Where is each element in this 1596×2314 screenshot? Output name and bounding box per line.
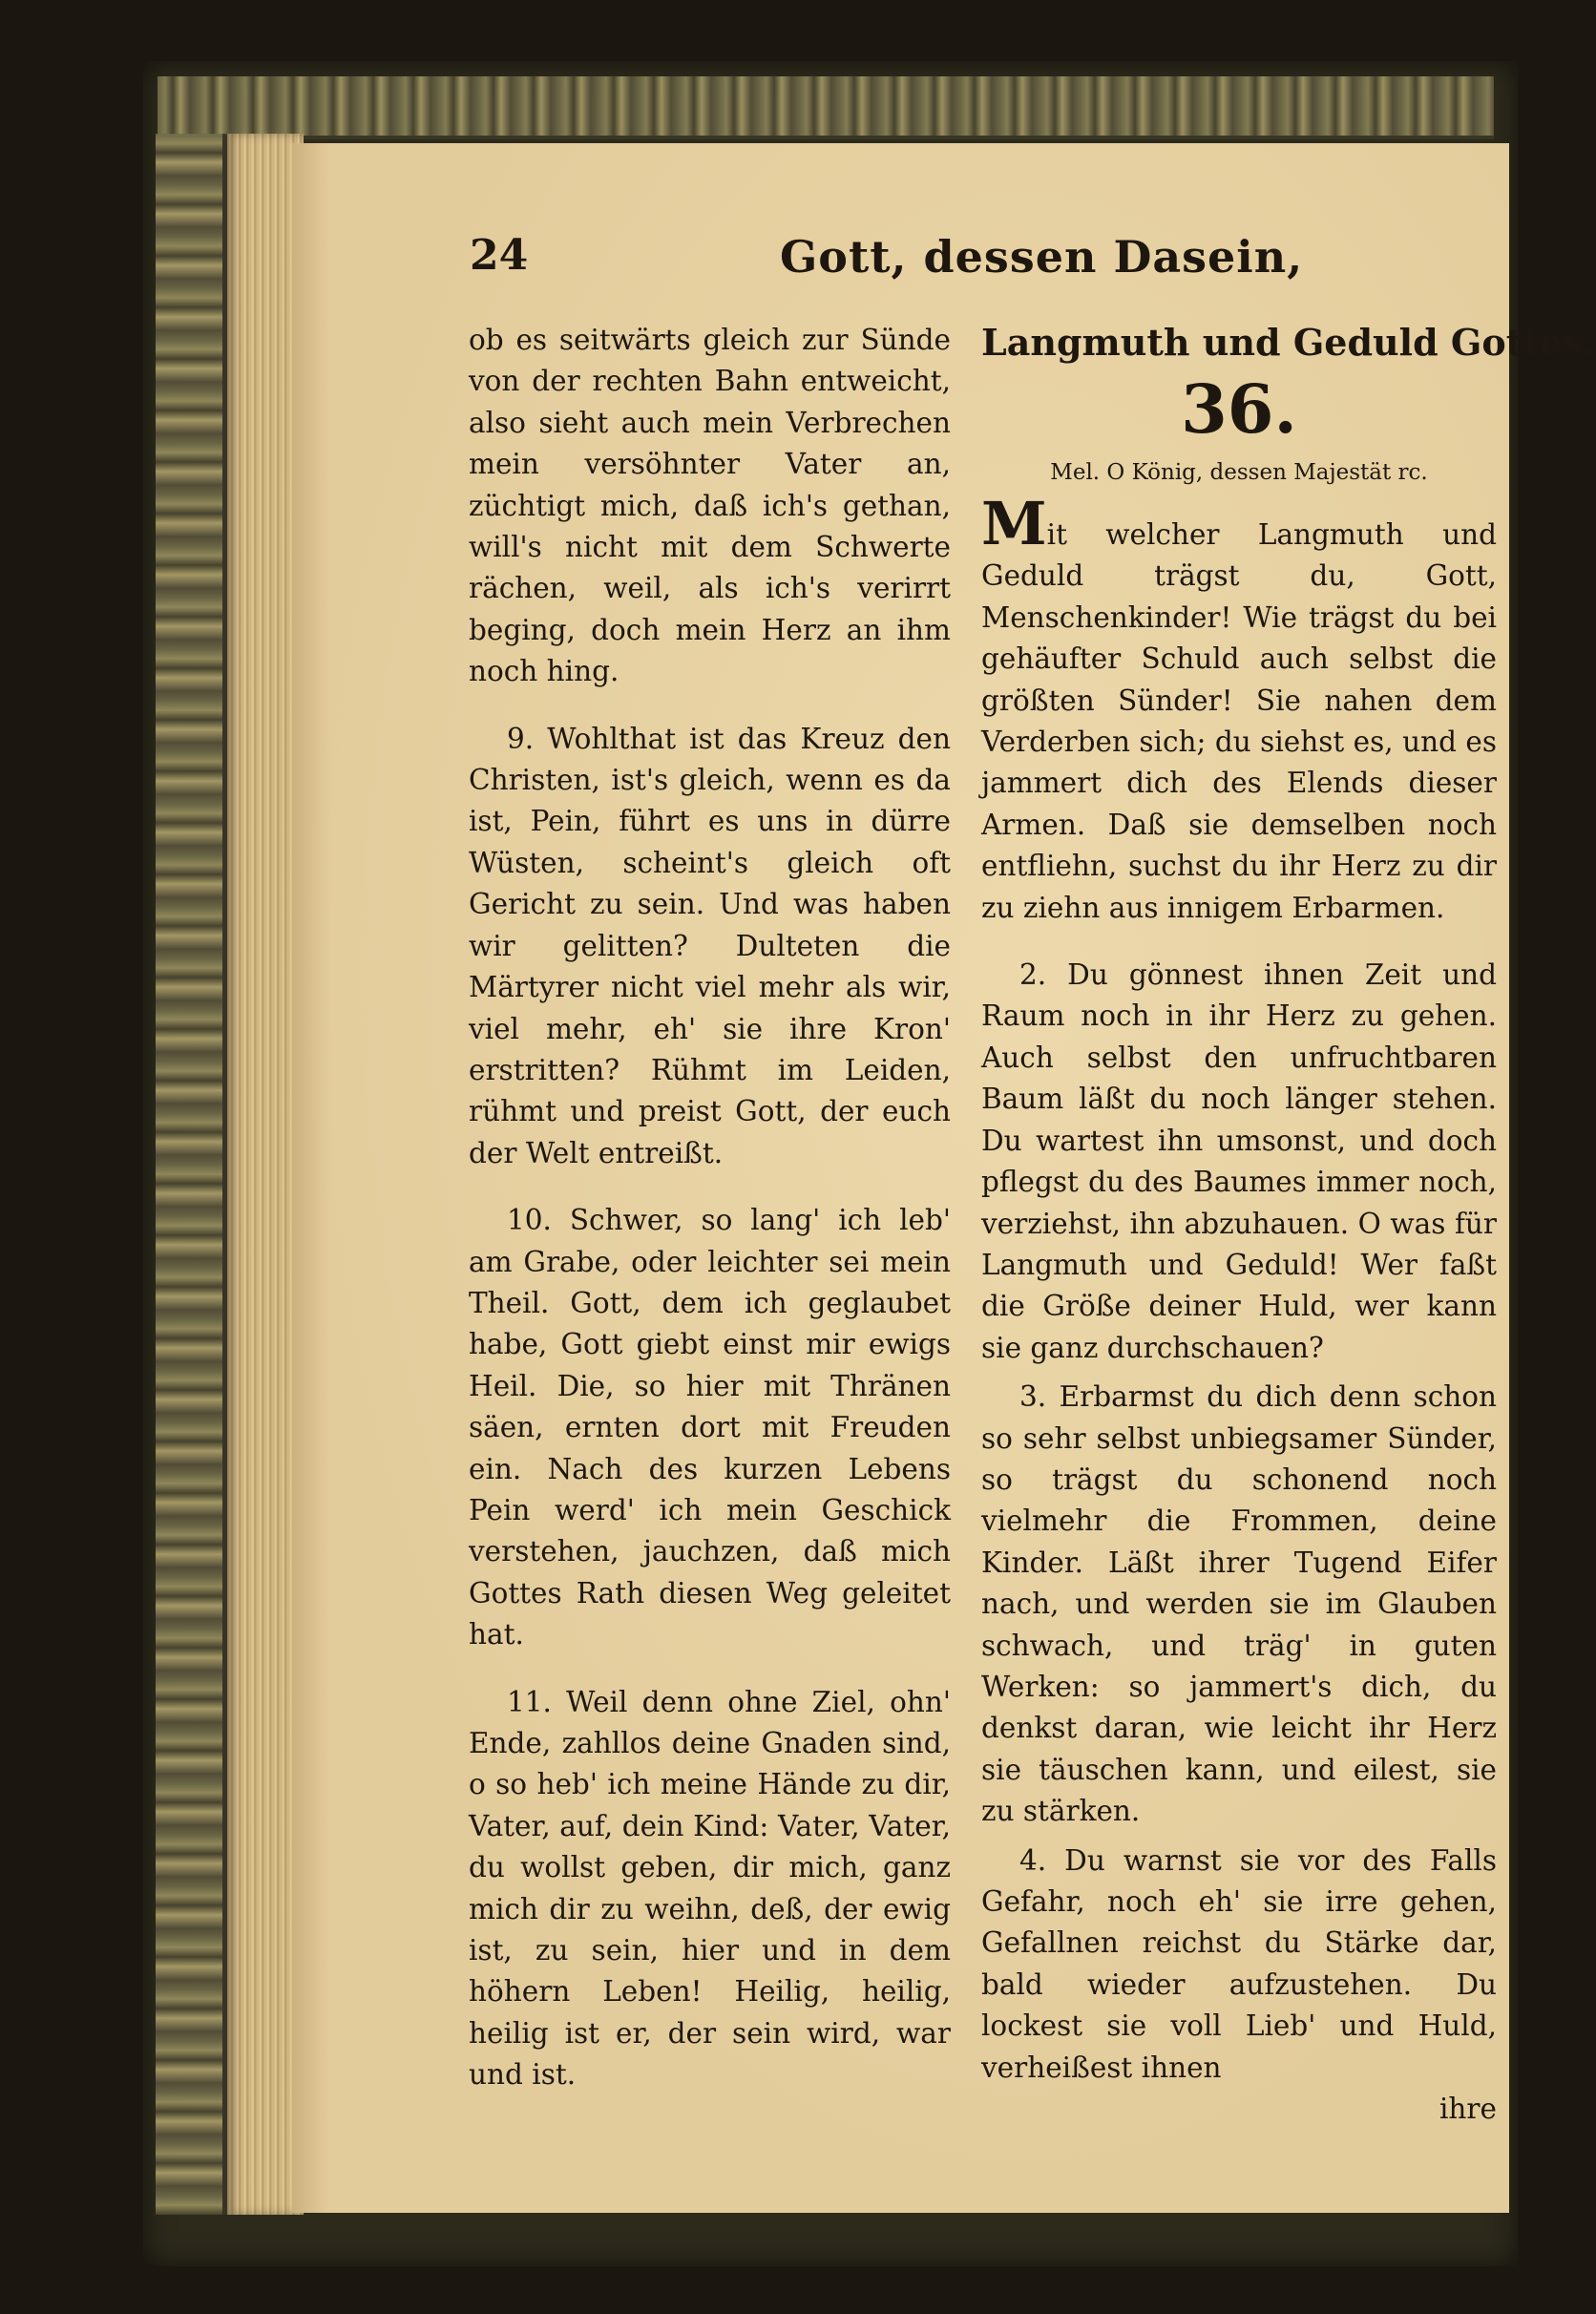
running-title: Gott, dessen Dasein, xyxy=(780,231,1304,283)
cover-ornament-left xyxy=(156,134,227,2215)
verse-10: 10. Schwer, so lang' ich leb' am Grabe, oder leichter sei mein Theil. Gott, dem ich geglaubet habe, Gott giebt einst mir ewigs Heil. Die, so hier mit Thränen säen, ernten dort mit Freuden ein. Nach des kurzen Lebens Pein werd' ich mein Geschick verstehen, jauchzen, daß mich Gottes Rath diesen Weg geleitet hat. xyxy=(469,1204,951,1651)
song-title: Langmuth und Geduld Gottes. xyxy=(981,321,1596,364)
running-head xyxy=(470,231,1424,298)
catchword: ihre xyxy=(1439,2093,1497,2126)
drop-cap: M xyxy=(981,489,1047,558)
verse-11: 11. Weil denn ohne Ziel, ohn' Ende, zahllos deine Gnaden sind, o so heb' ich meine Hände zu dir, Vater, auf, dein Kind: Vater, Vater, du wollst geben, dir mich, ganz mich dir zu weihn, deß, der ewig ist, zu sein, hier und in dem höhern Leben! Heilig, heilig, heilig ist er, der sein wird, war und ist. xyxy=(469,1685,951,2092)
right-column xyxy=(981,320,1596,2130)
book-page xyxy=(292,143,1596,2213)
melody-line: Mel. O König, dessen Majestät rc. xyxy=(1050,460,1428,485)
verse-4: 4. Du warnst sie vor des Falls Gefahr, noch eh' sie irre gehen, Gefallnen reichst du Stärke dar, bald wieder aufzustehen. Du lockest sie voll Lieb' und Huld, verheißest ihnen xyxy=(981,1843,1497,2084)
verse-3: 3. Erbarmst du dich denn schon so sehr selbst unbiegsamer Sünder, so trägst du schonend noch vielmehr die Frommen, deine Kinder. Läßt ihrer Tugend Eifer nach, und werden sie im Glauben schwach, und träg' in guten Werken: so jammert's dich, du denkst daran, wie leicht ihr Herz sie täuschen kann, und eilest, sie zu stärken. xyxy=(981,1380,1497,1828)
verse-1-text: it welcher Langmuth und Geduld trägst du, Gott, Menschenkinder! Wie trägst du bei gehäufter Schuld auch selbst die größten Sünder! Sie nahen dem Verderben sich; du siehst es, und es jammert dich des Elends dieser Armen. Daß sie demselben noch entfliehn, suchst du ihr Herz zu dir zu ziehn aus innigem Erbarmen. xyxy=(981,518,1497,924)
verse-1 xyxy=(981,489,1497,929)
song-number: 36. xyxy=(1181,369,1297,449)
verse-9: 9. Wohlthat ist das Kreuz den Christen, ist's gleich, wenn es da ist, Pein, führt es uns in dürre Wüsten, scheint's gleich oft Gericht zu sein. Und was haben wir gelitten? Dulteten die Märtyrer nicht viel mehr als wir, viel mehr, eh' sie ihre Kron' erstritten? Rühmt im Leiden, rühmt und preist Gott, der euch der Welt entreißt. xyxy=(469,722,951,1169)
verse-2: 2. Du gönnest ihnen Zeit und Raum noch in ihr Herz zu gehen. Auch selbst den unfruchtbaren Baum läßt du noch länger stehen. Du wartest ihn umsonst, und doch pflegst du des Baumes immer noch, verziehst, ihn abzuhauen. O was für Langmuth und Geduld! Wer faßt die Größe deiner Huld, wer kann sie ganz durchschauen? xyxy=(981,958,1497,1364)
cover-ornament-top xyxy=(158,76,1494,139)
left-column xyxy=(469,320,951,2096)
page-number: 24 xyxy=(470,231,529,280)
continuation-paragraph: ob es seitwärts gleich zur Sünde von der rechten Bahn entweicht, also sieht auch mein Verbrechen mein versöhnter Vater an, züchtigt mich, daß ich's gethan, will's nicht mit dem Schwerte rächen, weil, als ich's verirrt beging, doch mein Herz an ihm noch hing. xyxy=(469,324,951,688)
